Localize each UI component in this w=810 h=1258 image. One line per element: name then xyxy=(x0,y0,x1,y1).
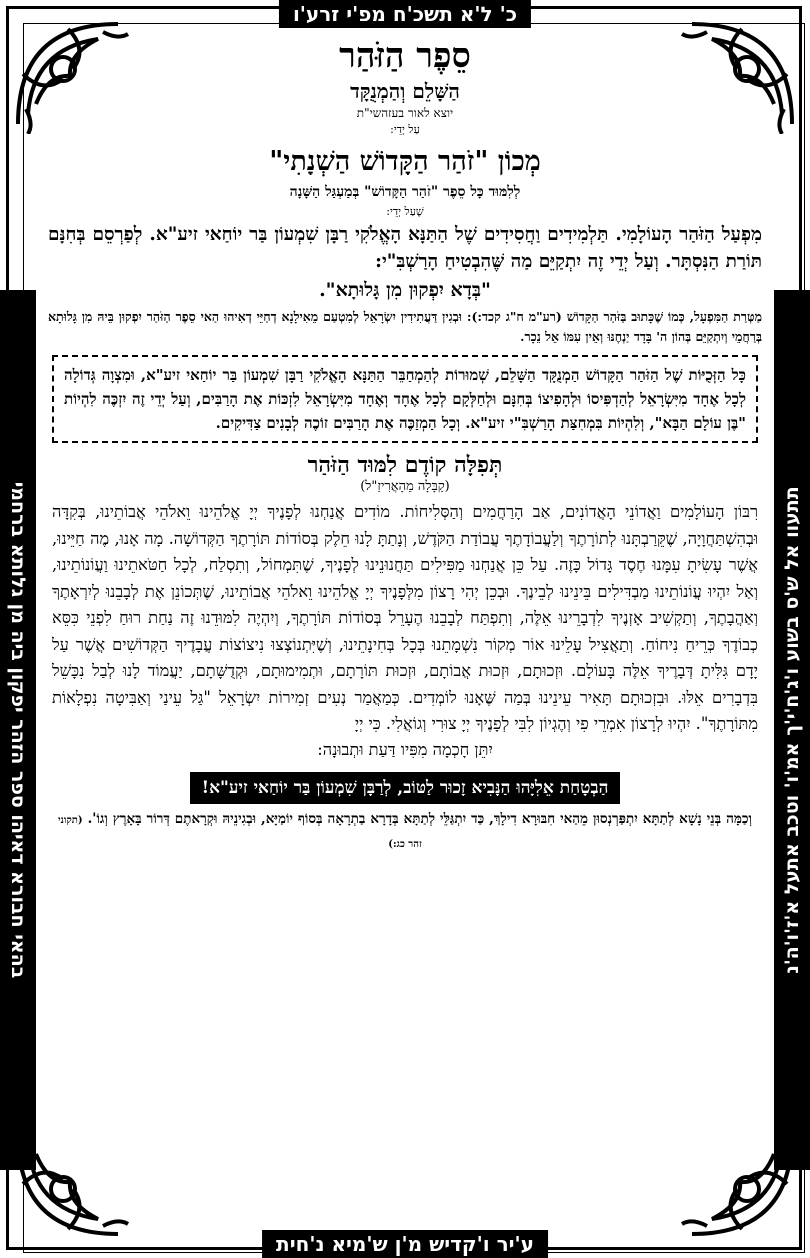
right-side-strip xyxy=(774,290,810,1170)
promise-text xyxy=(58,808,752,856)
right-side-text: תתעוו אל ש'ס בשוע ו'ג'ח'י'ך אמ'ו' וטכב אתעל א'ז'ו'ה'נ xyxy=(781,486,803,974)
by-line: עַל יְדֵי: xyxy=(390,123,420,136)
institute-subtitle: לְלִמּוּד כָּל סֵפֶר "זֹהַר הַקָּדוֹשׁ" בְּמַעְגַּל הַשָּׁנָה xyxy=(289,184,521,200)
page-title: סֵפֶר הַזֹּהַר xyxy=(339,36,471,76)
left-side-text: בהאי חבורא דאיהו ספר הזהר יפקון ביה מן גלותא ברחמי xyxy=(7,481,29,979)
promise-source: (תקוני זהר כג:) xyxy=(58,814,422,850)
bottom-banner: ע'יר ו'קדיש מ'ן ש'מיא נ'חית xyxy=(262,1230,548,1258)
page-content xyxy=(48,32,762,1222)
prayer-ending: יִתֵּן חָכְמָה מִפִּיו דַּעַת וּתְבוּנָה: xyxy=(317,739,493,759)
intro-quote: "בְּדָא יִפְקוּן מִן גָּלוּתָא". xyxy=(319,279,491,301)
prayer-source: (קַבָּלָה מֵהָאֲרִיזַ"ל) xyxy=(360,479,450,494)
rights-box: כָּל הַזְּכֻיּוֹת שֶׁל הַזֹּהַר הַקָּדוֹשׁ הַמְנֻקָּד הַשָּׁלֵם, שְׁמוּרוֹת לְהַמְחַבֵּר הַתַּנָּא הָאֱלֹקִי רַבָּן שִׁמְעוֹן בַּר יוֹחַאי זיע"א, וּמִצְוָה גְּדוֹלָה לְכָל אֶחָד מִיִּשְׂרָאֵל לְהַדְפִּיסוֹ וּלְהָפִיצוֹ בְּחִנָּם וּלְחַלְּקָם לְכָל אֶחָד וְאֶחָד מִיִּשְׂרָאֵל לִזְכּוֹת אֶת הָרַבִּים, וְעַל יְדֵי זֶה יִזְכֶּה לִהְיוֹת "בֶּן עוֹלָם הַבָּא", וְלִהְיוֹת בִּמְחִצַּת הָרַשְׁבִּ"י זיע"א. וְכָל הַמְזַכֶּה אֶת הָרַבִּים זוֹכֶה לְבָנִים צַדִּיקִים. xyxy=(52,355,758,443)
published-line: יוצא לאור בעזהשי"ת xyxy=(356,106,454,120)
promise-title: הַבְטָחַת אֵלִיָּהוּ הַנָּבִיא זָכוּר לַטּוֹב, לְרַבָּן שִׁמְעוֹן בַּר יוֹחַאי זיע"א! xyxy=(190,772,621,804)
top-banner: כ' ל'א תשכ'ח מפ'י זרע'ו xyxy=(279,0,531,28)
institute-name: מְכוֹן "זֹהַר הַקָּדוֹשׁ הַשְׁנָתִי" xyxy=(269,146,541,177)
left-side-strip xyxy=(0,290,36,1170)
intro-paragraph: מִפְעַל הַזֹּהַר הָעוֹלָמִי. תַּלְמִידִים וַחֲסִידִים שֶׁל הַתַּנָּא הָאֱלֹקִי רַבָּן שִׁמְעוֹן בַּר יוֹחַאי זיע"א. לְפַרְסֵם בְּחִנָּם תּוֹרַת הַנִּסְתָּר. וְעַל יְדֵי זֶה יִתְקַיֵּם מַה שֶּׁהִבְטִיחַ הָרַשְׁבִּ"י: xyxy=(48,224,762,272)
prayer-text: רִבּוֹן הָעוֹלָמִים וַאֲדוֹנֵי הָאֲדוֹנִים, אַב הָרַחֲמִים וְהַסְּלִיחוֹת. מוֹדִים אֲנַחְנוּ לְפָנֶיךָ יְיָ אֱלֹהֵינוּ וֵאלֹהֵי אֲבוֹתֵינוּ, בְּקִדָּה וּבְהִשְׁתַּחֲוָיָה, שֶׁקֵּרַבְתָּנוּ לְתוֹרָתֶךָ וְלַעֲבוֹדָתֶךָ עֲבוֹדַת הַקֹּדֶשׁ, וְנָתַתָּ לָנוּ חֵלֶק בְּסוֹדוֹת תּוֹרָתֶךָ הַקְּדוֹשָׁה. מָה אָנוּ, מֶה חַיֵּינוּ, אֲשֶׁר עָשִׂיתָ עִמָּנוּ חֶסֶד גָּדוֹל כָּזֶה. עַל כֵּן אֲנַחְנוּ מַפִּילִים תַּחֲנוּנֵינוּ לְפָנֶיךָ, שֶׁתִּמְחוֹל, וְתִסְלַח, לְכָל חַטֹּאתֵינוּ וַעֲוֹנוֹתֵינוּ, וְאַל יִהְיוּ עֲוֹנוֹתֵינוּ מַבְדִּילִים בֵּינֵינוּ לְבֵינֶךָ. וּבְכֵן יְהִי רָצוֹן מִלְּפָנֶיךָ יְיָ אֱלֹהֵינוּ וֵאלֹהֵי אֲבוֹתֵינוּ, שֶׁתְּכוֹנֵן אֶת לְבָבֵנוּ לְיִרְאָתֶךָ וְאַהֲבָתֶךָ, וְתַקְשִׁיב אָזְנֶיךָ לִדְבָרֵינוּ אֵלֶּה, וְתִפְתַּח לְבָבֵנוּ הֶעָרֵל בְּסוֹדוֹת תּוֹרָתֶךָ, וְיִהְיֶה לִמּוּדֵנוּ זֶה נַחַת רוּחַ לִפְנֵי כִּסֵּא כְבוֹדֶךָ כְּרֵיחַ נִיחוֹחַ. וְתַאֲצִיל עָלֵינוּ אוֹר מְקוֹר נִשְׁמָתֵנוּ בְּכָל בְּחִינָתֵינוּ, וְשֶׁיִּתְנוֹצְצוּ נִיצוֹצוֹת עֲבָדֶיךָ הַקְּדוֹשִׁים אֲשֶׁר עַל יָדָם גִּלִּיתָ דְּבָרֶיךָ אֵלֶּה בָּעוֹלָם. וּזְכוּתָם, וּזְכוּת אֲבוֹתָם, וּזְכוּת תּוֹרָתָם, וּתְמִימוּתָם, וּקְדֻשָּׁתָם, יַעֲמוֹד לָנוּ לְבַל נִכָּשֵׁל בִּדְבָרִים אֵלּוּ. וּבִזְכוּתָם תָּאִיר עֵינֵינוּ בְּמַה שֶּׁאָנוּ לוֹמְדִים. כְּמַאֲמַר נְעִים זְמִירוֹת יִשְׂרָאֵל "גַּל עֵינַי וְאַבִּיטָה נִפְלָאוֹת מִתּוֹרָתֶךָ". יִהְיוּ לְרָצוֹן אִמְרֵי פִי וְהֶגְיוֹן לִבִּי לְפָנֶיךָ יְיָ צוּרִי וְגוֹאֲלִי. כִּי יְיָ xyxy=(52,502,758,733)
page-subtitle: הַשָּׁלֵם וְהַמְנֻקָּד xyxy=(350,79,460,103)
prayer-title: תְּפִלָּה קוֹדֶם לִמּוּד הַזֹּהַר xyxy=(307,452,503,478)
goal-paragraph: מַטְּרַת הַמִּפְעָל, כְּמוֹ שֶׁכָּתוּב בַּזֹּהַר הַקָּדוֹשׁ (רע"מ ח"ג קכד:): וּבְגִין דַּעֲתִידִין יִשְׂרָאֵל לְמִטְעַם מֵאִילָנָא דְחַיֵּי דְאִיהוּ הַאי סֵפֶר הַזֹּהַר יִפְקוּן בֵּיהּ מִן גָּלוּתָא בְּרַחֲמֵי וְיִתְקַיֵּם בְּהוֹן ה' בָּדָד יַנְחֶנּוּ וְאֵין עִמּוֹ אֵל נֵכָר. xyxy=(48,309,762,344)
promise-body: וְכַמָּה בְּנֵי נָשָׁא לְתַתָּא יִתְפַּרְנְסוּן מֵהַאי חִבּוּרָא דִילָךְ, כַּד יִתְגַּלֵּי לְתַתָּא בְּדָרָא בַתְרָאָה בְּסוֹף יוֹמַיָּא, וּבְגִינֵיהּ וּקְרָאתֶם דְּרוֹר בָּאָרֶץ וְגוֹ'. xyxy=(87,810,752,827)
institute-by-line: שֶׁעַל יְדֵי: xyxy=(386,205,424,218)
